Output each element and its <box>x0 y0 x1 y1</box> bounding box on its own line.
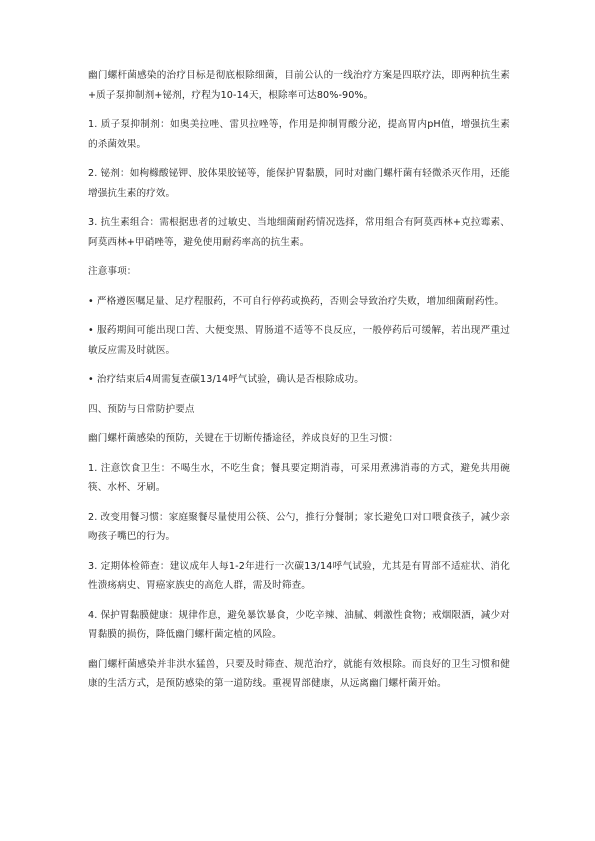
prevention-item-dining: 2. 改变用餐习惯：家庭聚餐尽量使用公筷、公勺，推行分餐制；家长避免口对口喂食孩子，减少亲吻孩子嘴巴的行为。 <box>88 511 510 542</box>
note-item-side-effects: • 服药期间可能出现口苦、大便变黑、胃肠道不适等不良反应，一般停药后可缓解，若出现严重过敏反应需及时就医。 <box>88 325 510 356</box>
document-body <box>88 66 510 694</box>
prevention-item-mucosa: 4. 保护胃黏膜健康：规律作息，避免暴饮暴食，少吃辛辣、油腻、刺激性食物；戒烟限酒，减少对胃黏膜的损伤，降低幽门螺杆菌定植的风险。 <box>88 609 510 640</box>
treatment-item-antibiotics: 3. 抗生素组合：需根据患者的过敏史、当地细菌耐药情况选择，常用组合有阿莫西林+克拉霉素、阿莫西林+甲硝唑等，避免使用耐药率高的抗生素。 <box>88 217 510 248</box>
prevention-intro: 幽门螺杆菌感染的预防，关键在于切断传播途径，养成良好的卫生习惯： <box>88 433 399 444</box>
treatment-item-bismuth: 2. 铋剂：如枸橼酸铋钾、胶体果胶铋等，能保护胃黏膜，同时对幽门螺杆菌有轻微杀灭作用，还能增强抗生素的疗效。 <box>88 168 510 199</box>
note-item-recheck: • 治疗结束后4周需复查碳13/14呼气试验，确认是否根除成功。 <box>88 374 364 385</box>
treatment-item-ppi: 1. 质子泵抑制剂：如奥美拉唑、雷贝拉唑等，作用是抑制胃酸分泌，提高胃内pH值，增强抗生素的杀菌效果。 <box>88 119 510 150</box>
intro-paragraph: 幽门螺杆菌感染的治疗目标是彻底根除细菌，目前公认的一线治疗方案是四联疗法，即两种抗生素+质子泵抑制剂+铋剂，疗程为10-14天，根除率可达80%-90%。 <box>88 70 510 101</box>
conclusion-paragraph: 幽门螺杆菌感染并非洪水猛兽，只要及时筛查、规范治疗，就能有效根除。而良好的卫生习惯和健康的生活方式，是预防感染的第一道防线。重视胃部健康，从远离幽门螺杆菌开始。 <box>88 658 510 689</box>
section-heading: 四、预防与日常防护要点 <box>88 403 195 415</box>
notes-heading: 注意事项： <box>88 266 137 277</box>
prevention-item-screening: 3. 定期体检筛查：建议成年人每1-2年进行一次碳13/14呼气试验，尤其是有胃部不适症状、消化性溃疡病史、胃癌家族史的高危人群，需及时筛查。 <box>88 560 510 591</box>
prevention-item-diet: 1. 注意饮食卫生：不喝生水，不吃生食；餐具要定期消毒，可采用煮沸消毒的方式，避免共用碗筷、水杯、牙刷。 <box>88 462 510 493</box>
note-item-adherence: • 严格遵医嘱足量、足疗程服药，不可自行停药或换药，否则会导致治疗失败，增加细菌耐药性。 <box>88 295 505 307</box>
